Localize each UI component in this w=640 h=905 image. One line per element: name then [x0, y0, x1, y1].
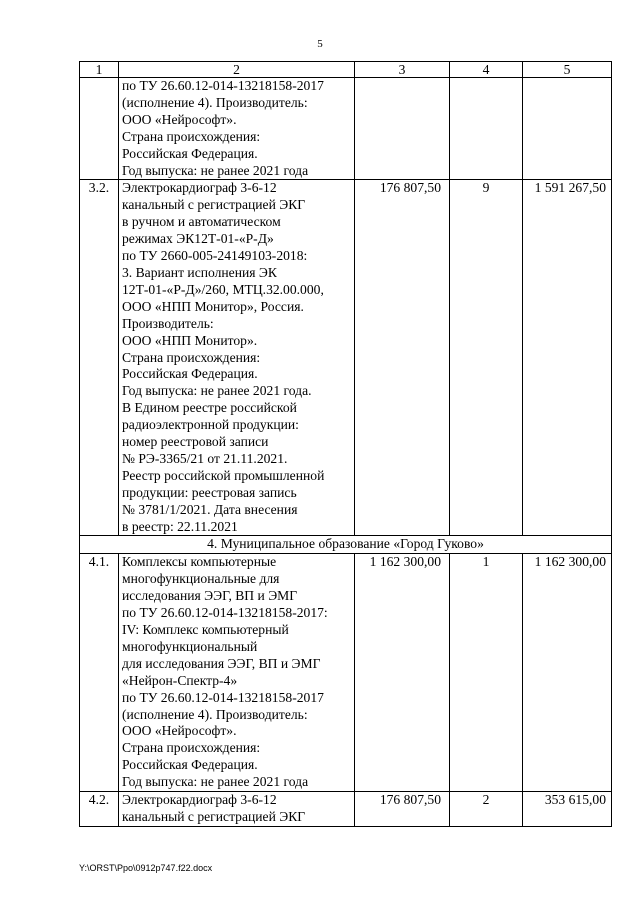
row-description [119, 78, 355, 180]
row-number [80, 78, 119, 180]
description-line: ООО «Нейрософт». [122, 723, 237, 739]
description-line: (исполнение 4). Производитель: [122, 94, 308, 110]
row-description [119, 180, 355, 536]
row-quantity [450, 78, 523, 180]
description-line: по ТУ 2660-005-24149103-2018: [122, 248, 308, 264]
description-line: IV: Комплекс компьютерный [122, 622, 289, 637]
row-description [119, 792, 355, 827]
description-line: Год выпуска: не ранее 2021 года [122, 162, 309, 178]
description-line: ООО «Нейрософт». [122, 111, 237, 127]
description-line: по ТУ 26.60.12-014-13218158-2017 [122, 78, 324, 93]
header-cell: 3 [355, 62, 450, 78]
description-line: ООО «НПП Монитор», Россия. [122, 298, 304, 314]
table-row [80, 792, 612, 827]
row-total: 1 162 300,00 [523, 554, 612, 792]
row-quantity: 1 [450, 554, 523, 792]
description-line: Страна происхождения: [122, 128, 261, 144]
row-unit-price: 1 162 300,00 [355, 554, 450, 792]
row-number: 3.2. [80, 180, 119, 536]
description-line: Страна происхождения: [122, 740, 261, 756]
description-line: № 3781/1/2021. Дата внесения [122, 501, 298, 517]
table-row [80, 78, 612, 180]
table-row [80, 554, 612, 792]
description-line: Реестр российской промышленной [122, 467, 325, 483]
description-line: Электрокардиограф 3-6-12 [122, 180, 277, 196]
row-total [523, 78, 612, 180]
description-line: № РЭ-3365/21 от 21.11.2021. [122, 450, 288, 466]
description-line: канальный с регистрацией ЭКГ [122, 808, 306, 824]
section-row [80, 536, 612, 554]
description-line: в реестр: 22.11.2021 [122, 518, 238, 534]
description-line: ООО «НПП Монитор». [122, 332, 258, 348]
description-line: Российская Федерация. [122, 145, 258, 161]
description-line: Российская Федерация. [122, 366, 258, 382]
description-line: режимах ЭК12Т-01-«Р-Д» [122, 231, 274, 247]
row-description [119, 554, 355, 792]
description-line: многофункциональный [122, 638, 258, 654]
description-line: Электрокардиограф 3-6-12 [122, 792, 277, 808]
row-unit-price: 176 807,50 [355, 180, 450, 536]
description-line: В Едином реестре российской [122, 400, 297, 416]
description-line: исследования ЭЭГ, ВП и ЭМГ [122, 588, 298, 604]
description-line: продукции: реестровая запись [122, 484, 297, 500]
header-cell: 5 [523, 62, 612, 78]
description-line: Российская Федерация. [122, 757, 258, 773]
row-total: 353 615,00 [523, 792, 612, 827]
page-number: 5 [317, 38, 323, 50]
row-quantity: 9 [450, 180, 523, 536]
description-line: 3. Вариант исполнения ЭК [122, 264, 277, 280]
description-line: Комплексы компьютерные [122, 554, 277, 570]
description-line: по ТУ 26.60.12-014-13218158-2017 [122, 689, 324, 705]
items-table [79, 61, 612, 827]
description-line: «Нейрон-Спектр-4» [122, 672, 238, 688]
description-line: для исследования ЭЭГ, ВП и ЭМГ [122, 655, 321, 671]
description-line: радиоэлектронной продукции: [122, 417, 299, 433]
header-row [80, 62, 612, 78]
row-quantity: 2 [450, 792, 523, 827]
description-line: Год выпуска: не ранее 2021 года [122, 774, 309, 790]
description-line: канальный с регистрацией ЭКГ [122, 197, 306, 213]
description-line: (исполнение 4). Производитель: [122, 706, 308, 722]
row-number: 4.1. [80, 554, 119, 792]
header-cell: 2 [119, 62, 355, 78]
description-line: многофункциональные для [122, 571, 280, 587]
file-path-footer: Y:\ORST\Ppo\0912p747.f22.docx [79, 863, 213, 873]
description-line: Страна происхождения: [122, 349, 261, 365]
row-number: 4.2. [80, 792, 119, 827]
row-total: 1 591 267,50 [523, 180, 612, 536]
description-line: номер реестровой записи [122, 434, 269, 450]
header-cell: 4 [450, 62, 523, 78]
description-line: по ТУ 26.60.12-014-13218158-2017: [122, 605, 328, 621]
description-line: Производитель: [122, 315, 214, 331]
table-row [80, 180, 612, 536]
section-title: 4. Муниципальное образование «Город Гуково» [80, 536, 612, 554]
description-line: Год выпуска: не ранее 2021 года. [122, 383, 312, 399]
row-unit-price [355, 78, 450, 180]
row-unit-price: 176 807,50 [355, 792, 450, 827]
description-line: 12Т-01-«Р-Д»/260, МТЦ.32.00.000, [122, 281, 324, 297]
description-line: в ручном и автоматическом [122, 214, 281, 230]
header-cell: 1 [80, 62, 119, 78]
